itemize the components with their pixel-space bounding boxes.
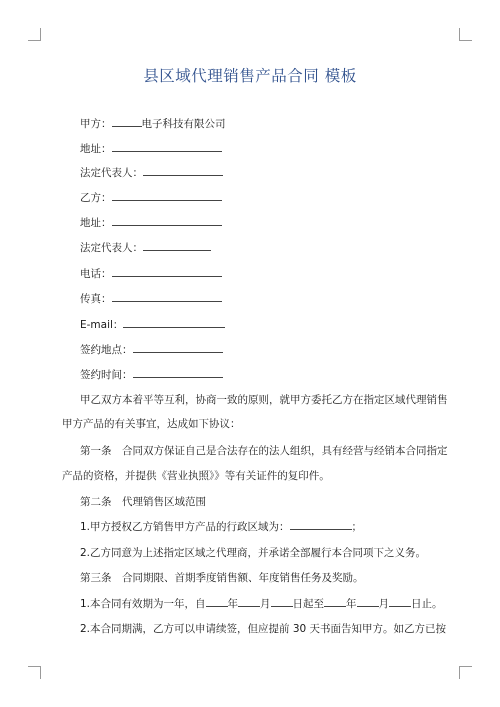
paragraph-text: 1.本合同有效期为一年，自 xyxy=(80,598,206,610)
field-label: 地址： xyxy=(80,217,112,229)
punctuation: ； xyxy=(351,521,363,533)
blank-line xyxy=(143,165,223,176)
blank-line xyxy=(238,596,260,607)
blank-line xyxy=(123,317,225,328)
blank-line xyxy=(290,519,352,530)
blank-line xyxy=(357,596,379,607)
paragraph-line: 第二条 代理销售区域范围 xyxy=(80,496,206,508)
field-label: 签约时间： xyxy=(80,369,133,381)
blank-line xyxy=(112,116,142,127)
field-label: 法定代表人： xyxy=(80,167,143,179)
crop-mark-bottom-right xyxy=(459,666,472,679)
blank-line xyxy=(112,266,222,277)
paragraph-line: 第一条 合同双方保证自己是合法存在的法人组织，具有经营与经销本合同指定 xyxy=(80,445,448,457)
blank-line xyxy=(206,596,228,607)
field-label: 传真： xyxy=(80,293,112,305)
field-legal-rep-b xyxy=(80,240,211,255)
paragraph-line: 2.本合同期满，乙方可以申请续签，但应提前 30 天书面告知甲方。如乙方已按 xyxy=(80,623,447,635)
document-title: 县区域代理销售产品合同 模板 xyxy=(143,67,357,85)
field-fax xyxy=(80,291,222,306)
blank-line xyxy=(324,596,346,607)
field-address-a xyxy=(80,141,222,156)
paragraph-line-term xyxy=(80,596,443,611)
field-label: 法定代表人： xyxy=(80,242,143,254)
paragraph-line: 甲乙双方本着平等互利，协商一致的原则，就甲方委托乙方在指定区域代理销售 xyxy=(80,394,448,406)
blank-line xyxy=(112,190,222,201)
day-from-label: 日起至 xyxy=(292,598,325,610)
paragraph-line: 第三条 合同期限、首期季度销售额、年度销售任务及奖励。 xyxy=(80,572,364,584)
blank-line xyxy=(133,367,223,378)
paragraph-line: 甲方产品的有关事宜，达成如下协议： xyxy=(62,418,241,430)
crop-mark-bottom-left xyxy=(28,666,41,679)
field-label: 签约地点： xyxy=(80,344,133,356)
field-label: 甲方： xyxy=(80,118,112,130)
paragraph-line-region xyxy=(80,519,362,534)
paragraph-line: 2.乙方同意为上述指定区域之代理商，并承诺全部履行本合同项下之义务。 xyxy=(80,547,427,559)
year-label: 年 xyxy=(346,598,357,610)
blank-line xyxy=(112,291,222,302)
crop-mark-top-right xyxy=(459,28,472,41)
blank-line xyxy=(112,215,222,226)
field-signing-time xyxy=(80,367,223,382)
blank-line xyxy=(133,342,223,353)
year-label: 年 xyxy=(227,598,239,610)
field-label: 地址： xyxy=(80,143,112,155)
field-legal-rep-a xyxy=(80,165,223,180)
crop-mark-top-left xyxy=(28,28,41,41)
field-value: 电子科技有限公司 xyxy=(141,118,226,130)
field-label: E-mail： xyxy=(80,319,124,331)
blank-line xyxy=(271,596,293,607)
field-label: 乙方： xyxy=(80,192,112,204)
field-party-a xyxy=(80,116,226,131)
blank-line xyxy=(112,141,222,152)
paragraph-line: 产品的资格，并提供《营业执照》》等有关证件的复印件。 xyxy=(62,470,330,482)
field-label: 电话： xyxy=(80,268,112,280)
blank-line xyxy=(143,240,211,251)
paragraph-text: 1.甲方授权乙方销售甲方产品的行政区域为： xyxy=(80,521,290,533)
month-label: 月 xyxy=(260,598,271,610)
day-end-label: 日止。 xyxy=(411,598,443,610)
field-signing-place xyxy=(80,342,223,357)
field-address-b xyxy=(80,215,222,230)
field-phone xyxy=(80,266,222,281)
field-email xyxy=(80,317,225,332)
field-party-b xyxy=(80,190,222,205)
month-label: 月 xyxy=(378,598,390,610)
blank-line xyxy=(389,596,411,607)
